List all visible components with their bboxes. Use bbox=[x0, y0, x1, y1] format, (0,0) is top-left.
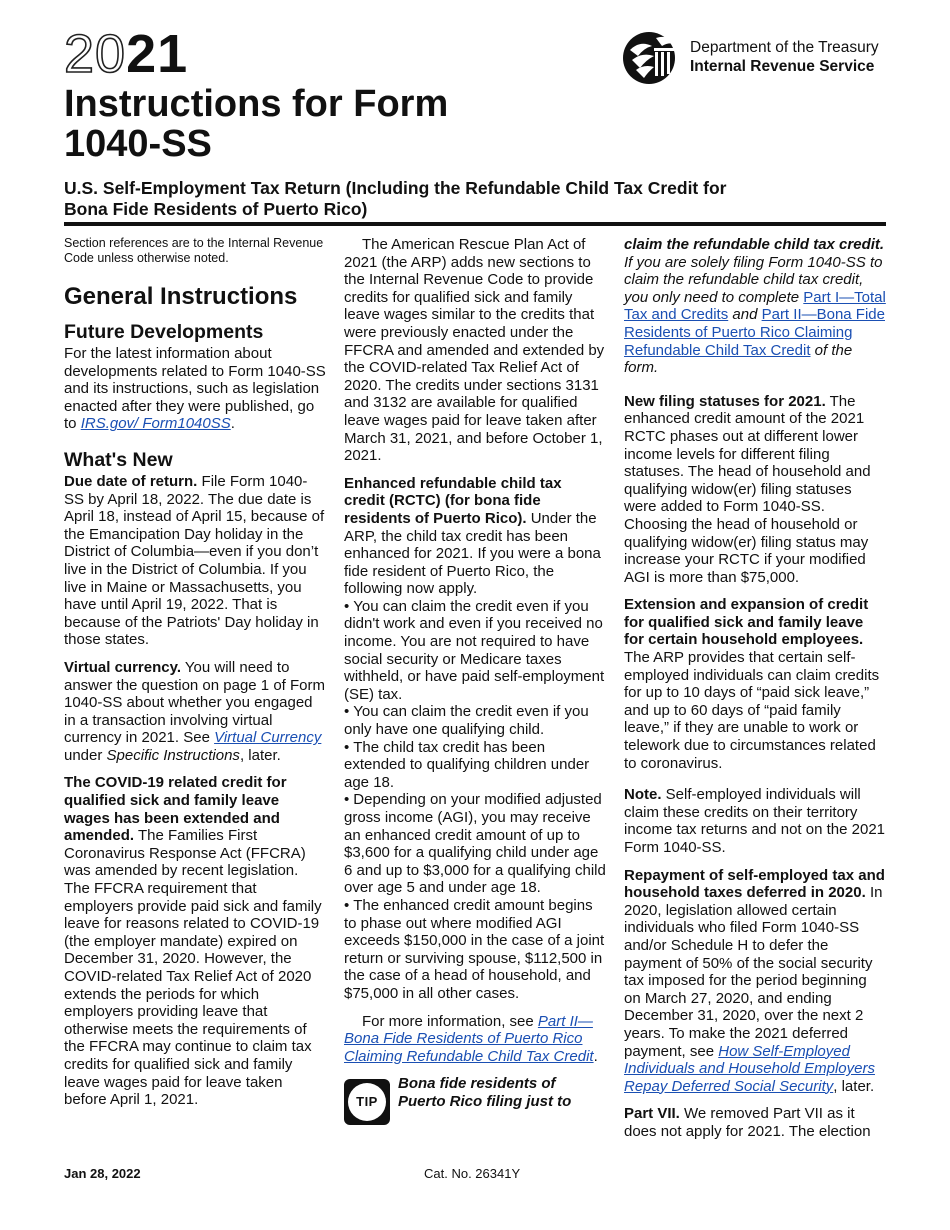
header-rule bbox=[64, 222, 886, 226]
repayment-paragraph bbox=[624, 867, 886, 1096]
agency-name bbox=[690, 38, 879, 76]
covid-credit-paragraph bbox=[64, 774, 326, 1108]
dept-line-2: Internal Revenue Service bbox=[690, 58, 875, 75]
virtual-specific: Specific Instructions bbox=[106, 746, 240, 764]
column-2 bbox=[344, 236, 606, 1125]
dept-line-1: Department of the Treasury bbox=[690, 39, 879, 56]
column-1 bbox=[64, 236, 326, 1119]
tip-cont-italic: If you are solely filing Form 1040-SS to claim the refundable child tax credit, you only need to complete bbox=[624, 253, 883, 306]
future-developments-heading: Future Developments bbox=[64, 321, 264, 343]
future-developments-text: For the latest information about developments related to Form 1040-SS and its instructions, such as legislation enacted after they were published, go to IRS.gov/ Form1040SS. bbox=[64, 345, 326, 433]
virtual-under: under bbox=[64, 746, 103, 764]
rctc-lead: Enhanced refundable child tax credit (RCTC) (for bona fide residents of Puerto Rico). bbox=[344, 474, 562, 527]
tip-continuation bbox=[624, 236, 886, 377]
future-text: For the latest information about developments related to Form 1040-SS and its instructions, such as legislation enacted after they were published, go to bbox=[64, 345, 326, 433]
year-solid: 21 bbox=[126, 24, 189, 84]
list-item: • The child tax credit has been extended to qualifying children under age 18. bbox=[344, 738, 590, 791]
irs-form1040ss-link[interactable]: IRS.gov/ Form1040SS bbox=[80, 415, 231, 433]
page-title bbox=[64, 84, 584, 164]
covid-text: The Families First Coronavirus Response Act (FFCRA) was amended by recent legislation. The FFCRA requirement that employers provide paid sick and family leave for reasons related to COVID-19 (the employer mandate) expired on December 31, 2020. However, the COVID-related Tax Relief Act of 2020 extends the periods for which employers providing leave that otherwise meets the requirements of the FFCRA may continue to claim tax credits for qualified sick and family leave wages paid for leave taken before April 1, 2021. bbox=[64, 827, 322, 1109]
virtual-currency-link[interactable]: Virtual Currency bbox=[214, 729, 322, 747]
due-date-paragraph bbox=[64, 473, 326, 649]
tip-cont-bold: claim the refundable child tax credit. bbox=[624, 236, 885, 253]
subtitle-line-1: U.S. Self-Employment Tax Return (Including the Refundable Child Tax Credit for bbox=[64, 178, 727, 198]
general-instructions-heading: General Instructions bbox=[64, 283, 298, 310]
note-paragraph bbox=[624, 786, 886, 856]
catalog-number: Cat. No. 26341Y bbox=[424, 1166, 521, 1181]
filing-status-paragraph bbox=[624, 393, 886, 587]
subtitle-line-2: Bona Fide Residents of Puerto Rico) bbox=[64, 199, 368, 219]
tip-box bbox=[344, 1075, 606, 1125]
bullet-text: The enhanced credit amount begins to phase out where modified AGI exceeds $150,000 in the case of a joint return or surviving spouse, $112,500 in the case of a head of household, and $75,000 in all other cases. bbox=[344, 896, 605, 1002]
extension-lead: Extension and expansion of credit for qualified sick and family leave for certain household employees. bbox=[624, 596, 869, 649]
extension-paragraph bbox=[624, 596, 886, 772]
tip-icon bbox=[344, 1079, 390, 1125]
covid-lead: The COVID-19 related credit for qualified sick and family leave wages has been extended and amended. bbox=[64, 774, 287, 845]
part-vii-lead: Part VII. bbox=[624, 1105, 680, 1123]
bullet-text: Depending on your modified adjusted gross income (AGI), you may receive an enhanced credit amount of up to $3,600 for a qualifying child under age 6 and up to $3,000 for a qualifying child over age 5 and under age 18. bbox=[344, 791, 606, 897]
part-vii-text: We removed Part VII as it does not apply for 2021. The election bbox=[624, 1105, 871, 1140]
rctc-text: Under the ARP, the child tax credit has been enhanced for 2021. If you were a bona fide resident of Puerto Rico, the following now apply. bbox=[344, 509, 601, 598]
extension-text: The ARP provides that certain self-employed individuals can claim credits for up to 10 days of “paid sick leave,” and up to 60 days of “paid family leave,” if they are unable to work or telework due to circumstances related to coronavirus. bbox=[624, 649, 880, 772]
repay-later: , later. bbox=[833, 1077, 875, 1095]
part-ii-link[interactable]: Part II—Bona Fide Residents of Puerto Rico Claiming Refundable Child Tax Credit bbox=[344, 1012, 594, 1065]
bullet-text: You can claim the credit even if you only have one qualifying child. bbox=[344, 703, 589, 739]
more-info-paragraph: For more information, see Part II—Bona Fide Residents of Puerto Rico Claiming Refundable Child Tax Credit. bbox=[344, 1012, 598, 1065]
list-item: • You can claim the credit even if you only have one qualifying child. bbox=[344, 703, 589, 739]
part-i-link[interactable]: Part I—Total Tax and Credits bbox=[624, 288, 886, 324]
arp-paragraph: The American Rescue Plan Act of 2021 (the ARP) adds new sections to the Internal Revenue Code to provide credits for qualified sick and family leave wages similar to the credits that were previously enacted under the FFCRA and amended and extended by the COVID-related Tax Relief Act of 2020. The credits under sections 3131 and 3132 are available for qualified leave wages paid for leave taken after March 31, 2021, and before October 1, 2021. bbox=[344, 236, 605, 465]
title-line-1: Instructions for Form bbox=[64, 83, 449, 125]
more-info-text: For more information, see bbox=[362, 1012, 534, 1030]
repayment-text: In 2020, legislation allowed certain individuals who filed Form 1040-SS and/or Schedule H to defer the payment of 50% of the social security tax imposed for the period beginning on March 27, 2020, and ending December 31, 2020, over the next 2 years. To make the 2021 deferred payment, see bbox=[624, 884, 883, 1060]
column-3 bbox=[624, 236, 886, 1151]
part-vii-paragraph bbox=[624, 1105, 886, 1140]
bullet-text: You can claim the credit even if you didn't work and even if you received no income. You are not required to have social security or Medicare taxes withheld, or have paid self-employment (SE) tax. bbox=[344, 597, 605, 703]
due-date-lead: Due date of return. bbox=[64, 472, 198, 490]
tip-icon-label: TIP bbox=[348, 1083, 386, 1121]
list-item: • You can claim the credit even if you didn't work and even if you received no income. You are not required to have social security or Medicare taxes withheld, or have paid self-employment (SE) tax. bbox=[344, 597, 605, 703]
list-item: • Depending on your modified adjusted gross income (AGI), you may receive an enhanced credit amount of up to $3,600 for a qualifying child under age 6 and up to $3,000 for a qualifying child over age 5 and under age 18. bbox=[344, 791, 606, 897]
list-item: • The enhanced credit amount begins to phase out where modified AGI exceeds $150,000 in the case of a joint return or surviving spouse, $112,500 in the case of a head of household, and $75,000 in all other cases. bbox=[344, 896, 605, 1002]
repayment-lead: Repayment of self-employed tax and household taxes deferred in 2020. bbox=[624, 866, 885, 902]
year-outline: 20 bbox=[64, 24, 127, 84]
rctc-paragraph bbox=[344, 475, 606, 598]
filing-text: The enhanced credit amount of the 2021 RCTC phases out at different lower income levels for different filing statuses. The head of household and qualifying widow(er) filing statuses were added to Form 1040-SS. Choosing the head of household or qualifying widow(er) filing status may increase your RCTC if your modified AGI is more than $75,000. bbox=[624, 392, 871, 586]
title-line-2: 1040-SS bbox=[64, 123, 212, 165]
tip-text: Bona fide residents of Puerto Rico filing just to bbox=[398, 1075, 572, 1110]
form-subtitle bbox=[64, 178, 884, 220]
revision-date: Jan 28, 2022 bbox=[64, 1166, 141, 1181]
note-text: Self-employed individuals will claim these credits on their territory income tax returns and not on the 2021 Form 1040-SS. bbox=[624, 786, 886, 856]
part-ii-link-2[interactable]: Part II—Bona Fide Residents of Puerto Rico Claiming Refundable Child Tax Credit bbox=[624, 306, 885, 359]
virtual-text: You will need to answer the question on page 1 of Form 1040-SS about whether you engaged in a transaction involving virtual currency in 2021. See bbox=[64, 658, 325, 747]
repay-deferred-link[interactable]: How Self-Employed Individuals and Household Employers Repay Deferred Social Security bbox=[624, 1042, 875, 1095]
due-date-text: File Form 1040-SS by April 18, 2022. The due date is April 18, instead of April 15, because of the Emancipation Day holiday in the District of Columbia—even if you don’t live in the District of Columbia. If you live in Maine or Massachusetts, you have until April 19, 2022. That is because of the Patriots' Day holiday in those states. bbox=[64, 472, 325, 649]
form-year bbox=[64, 24, 188, 84]
bullet-text: The child tax credit has been extended to qualifying children under age 18. bbox=[344, 738, 590, 791]
virtual-later: , later. bbox=[239, 746, 281, 764]
virtual-currency-paragraph bbox=[64, 659, 326, 765]
and-text: and bbox=[732, 306, 758, 324]
section-note: Section references are to the Internal Revenue Code unless otherwise noted. bbox=[64, 236, 324, 265]
irs-eagle-logo-icon bbox=[622, 30, 684, 86]
note-lead: Note. bbox=[624, 786, 662, 804]
virtual-lead: Virtual currency. bbox=[64, 658, 181, 676]
of-form-text: of the form. bbox=[624, 341, 853, 377]
whats-new-heading: What's New bbox=[64, 448, 173, 471]
filing-lead: New filing statuses for 2021. bbox=[624, 392, 826, 410]
